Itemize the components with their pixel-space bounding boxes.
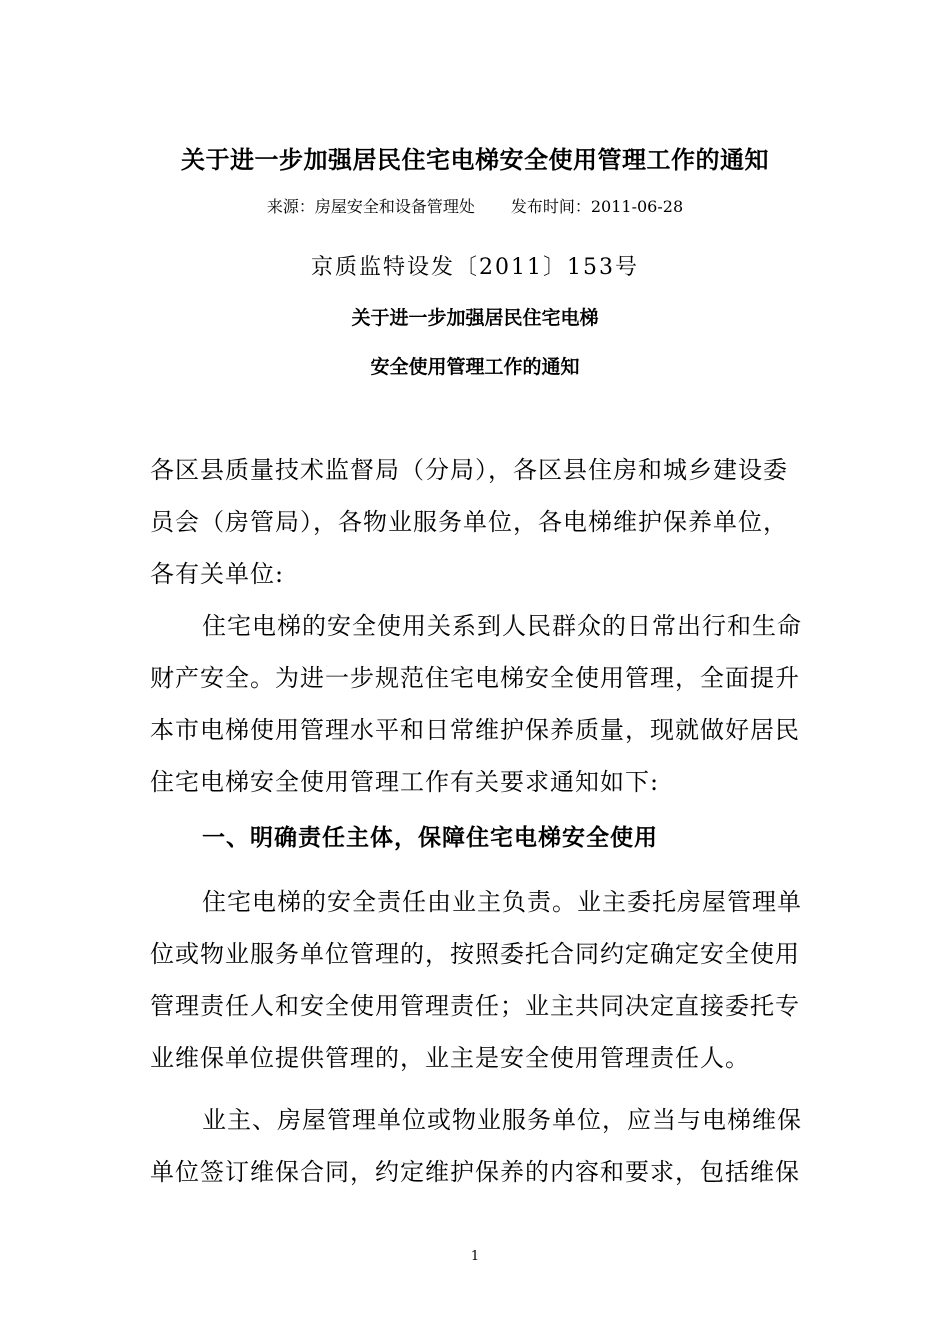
intro-paragraph: 住宅电梯的安全使用关系到人民群众的日常出行和生命财产安全。为进一步规范住宅电梯安全使用管理，全面提升本市电梯使用管理水平和日常维护保养质量，现就做好居民住宅电梯安全使用管理工作有关要求通知如下: xyxy=(150,612,802,796)
document-number: 京质监特设发〔2011〕153号 xyxy=(311,255,639,280)
section-1-heading: 一、明确责任主体，保障住宅电梯安全使用 xyxy=(202,825,658,851)
meta-line xyxy=(0,194,950,217)
source-text: 来源：房屋安全和设备管理处 xyxy=(266,197,475,216)
addressees-paragraph: 各区县质量技术监督局（分局），各区县住房和城乡建设委员会（房管局），各物业服务单位，各电梯维护保养单位，各有关单位: xyxy=(150,456,788,588)
document-body xyxy=(150,444,802,1198)
publish-date-text: 发布时间：2011-06-28 xyxy=(510,197,684,216)
section-1-paragraph-1: 住宅电梯的安全责任由业主负责。业主委托房屋管理单位或物业服务单位管理的，按照委托合同约定确定安全使用管理责任人和安全使用管理责任；业主共同决定直接委托专业维保单位提供管理的，业主是安全使用管理责任人。 xyxy=(150,888,802,1072)
notice-subtitle-line-2: 安全使用管理工作的通知 xyxy=(370,356,580,378)
section-1-paragraph-2: 业主、房屋管理单位或物业服务单位，应当与电梯维保单位签订维保合同，约定维护保养的内容和要求，包括维保 xyxy=(150,1106,802,1186)
page-title: 关于进一步加强居民住宅电梯安全使用管理工作的通知 xyxy=(181,146,769,174)
page-number: 1 xyxy=(470,1249,480,1264)
notice-subtitle-line-1: 关于进一步加强居民住宅电梯 xyxy=(351,307,599,329)
